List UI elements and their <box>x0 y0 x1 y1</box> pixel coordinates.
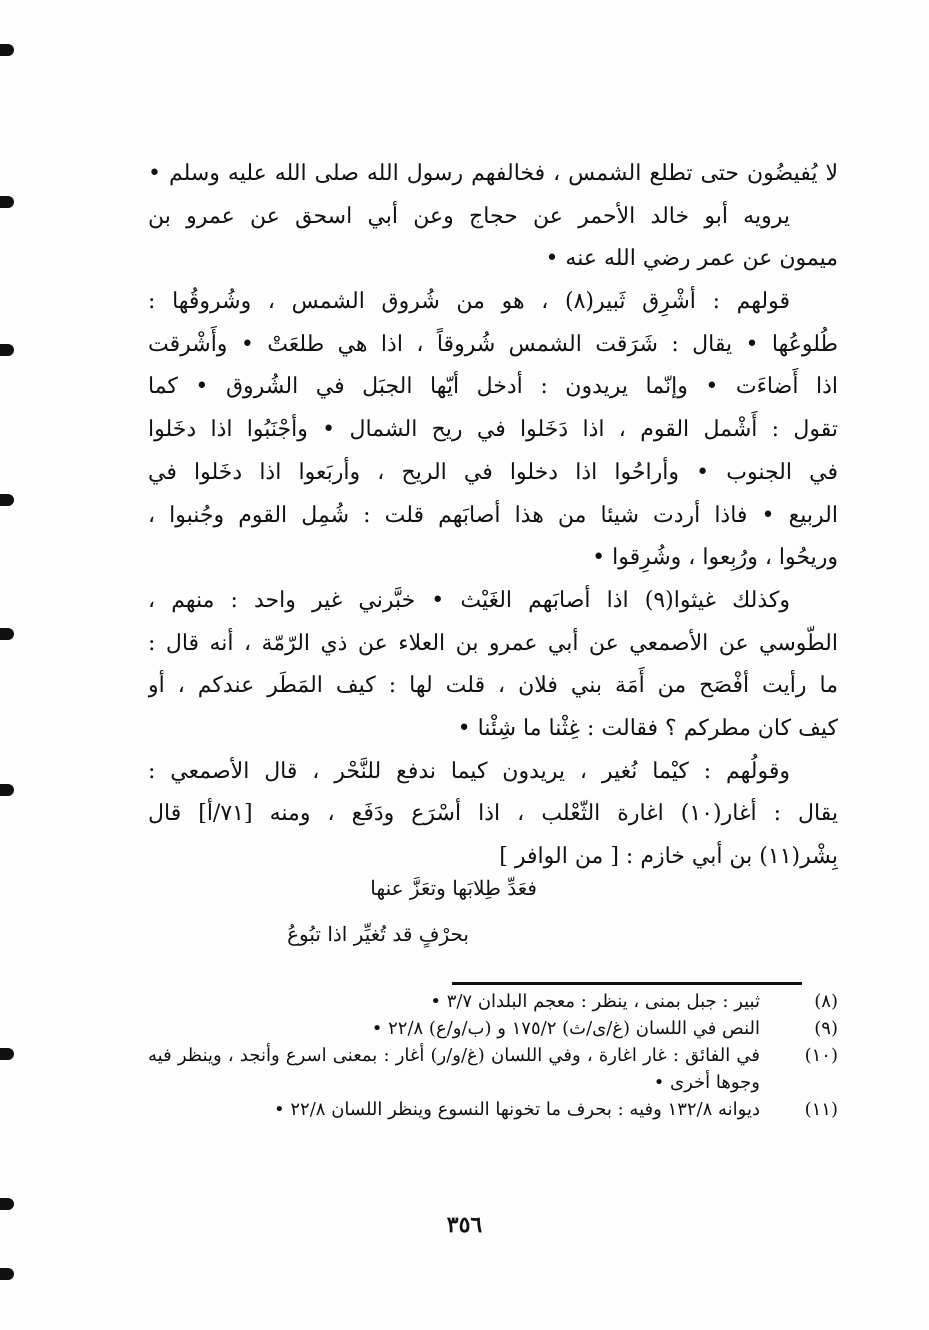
footnote <box>148 988 838 1015</box>
body-line: في الجنوب • وأراحُوا اذا دخلوا في الريح ، وأربَعوا اذا دخَلوا في <box>148 459 838 485</box>
binding-mark <box>0 628 14 640</box>
binding-mark <box>0 44 14 56</box>
footnote <box>148 1015 838 1042</box>
footnote-text: في الفائق : غار اغارة ، وفي اللسان (غ/و/ر) أغار : بمعنى اسرع وأنجد ، وينظر فيه وجوها أخرى • <box>148 1045 760 1093</box>
footnote-number: (١٠) <box>804 1045 838 1066</box>
verse-hemistich-second: بحرْفٍ قد تُغيِّر اذا تبُوعُ <box>287 922 469 946</box>
body-line: طُلوعُها • يقال : شَرَقت الشمس شُروقاً ، اذا هي طلعَتْ • وأَشْرقت <box>148 331 838 357</box>
footnote-text: ثبير : جبل بمنى ، ينظر : معجم البلدان ٣/٧ • <box>430 991 760 1012</box>
body-line: بِشْر(١١) بن أبي خازم : [ من الوافر ] <box>499 844 838 869</box>
body-line: وقولُهم : كيْما نُغير ، يريدون كيما ندفع للنَّحْر ، قال الأصمعي : <box>148 758 790 784</box>
footnote <box>148 1042 838 1096</box>
footnote <box>148 1096 838 1123</box>
body-line: اذا أَضاءَت • وإنّما يريدون : أدخل أيّها الجبَل في الشُروق • كما <box>148 374 838 400</box>
page-number: ٣٥٦ <box>446 1212 483 1238</box>
binding-mark <box>0 196 14 208</box>
binding-mark <box>0 494 14 506</box>
binding-mark <box>0 344 14 356</box>
body-line: وكذلك غيثوا(٩) اذا أصابَهم الغَيْث • خبَّرني غير واحد : منهم ، <box>148 587 790 613</box>
body-line: تقول : أَشْمل القوم ، اذا دَخَلوا في ريح الشمال • وأجْنَبُوا اذا دخَلوا <box>148 417 838 443</box>
binding-mark <box>0 1048 14 1060</box>
verse-hemistich-first: فعَدِّ طِلابَها وتعَزَّ عنها <box>370 876 537 900</box>
footnotes <box>148 988 838 1123</box>
binding-mark <box>0 784 14 796</box>
body-line: يقال : أغار(١٠) اغارة الثّعْلب ، اذا أسْرَع ودَفَع ، ومنه [٧١/أ] قال <box>148 801 838 827</box>
footnote-number: (١١) <box>804 1099 838 1120</box>
binding-mark <box>0 1198 14 1210</box>
body-text <box>148 153 838 879</box>
body-line: يرويه أبو خالد الأحمر عن حجاج وعن أبي اسحق عن عمرو بن <box>148 203 790 229</box>
footnote-number: (٨) <box>814 991 838 1012</box>
body-line: الطّوسي عن الأصمعي عن أبي عمرو بن العلاء عن ذي الرّمّة ، أنه قال : <box>148 630 838 656</box>
body-line: لا يُفيضُون حتى تطلع الشمس ، فخالفهم رسول الله صلى الله عليه وسلم • <box>148 161 838 186</box>
footnote-rule <box>452 982 802 985</box>
footnote-text: ديوانه ١٣٢/٨ وفيه : بحرف ما تخونها النسوع وينظر اللسان ٢٢/٨ • <box>274 1099 760 1120</box>
body-line: وريحُوا ، ورُبِعوا ، وشُرِقوا • <box>592 545 838 571</box>
body-line: الربيع • فاذا أردت شيئا من هذا أصابَهم قلت : شُمِل القوم وجُنبوا ، <box>148 502 838 528</box>
body-line: كيف كان مطركم ؟ فقالت : غِثْنا ما شِئْنا • <box>457 715 838 741</box>
body-line: ميمون عن عمر رضي الله عنه • <box>545 246 838 272</box>
footnote-number: (٩) <box>814 1018 838 1039</box>
footnote-text: النص في اللسان (غ/ى/ث) ١٧٥/٢ و (ب/و/ع) ٢٢/٨ • <box>371 1018 760 1039</box>
body-line: ما رأيت أفْصَح من أَمَة بني فلان ، قلت لها : كيف المَطَر عندكم ، أو <box>148 673 838 699</box>
binding-mark <box>0 1268 14 1280</box>
body-line: قولهم : أشْرِق ثَبير(٨) ، هو من شُروق الشمس ، وشُروقُها : <box>148 289 790 315</box>
